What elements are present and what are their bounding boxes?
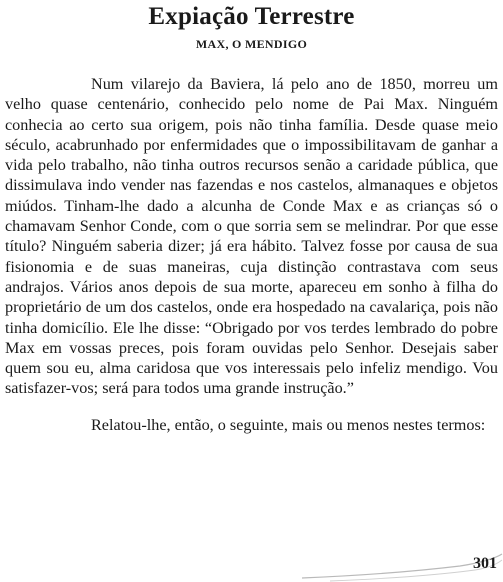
paragraph-2: Relatou-lhe, então, o seguinte, mais ou menos nestes termos: (91, 415, 486, 434)
chapter-title: Expiação Terrestre (148, 3, 355, 30)
body-text (5, 74, 498, 435)
paragraph-1: Num vilarejo da Baviera, lá pelo ano de 1850, morreu um velho quase centenário, conhecido pelo nome de Pai Max. Ninguém conhecia ao certo sua origem, pois não tinha família. Desde quase meio século, acabrunhado por enfermidades que o impossibilitavam de ganhar a vida pelo trabalho, não tinha outros recursos senão a caridade pública, que dissimulava indo vender nas fazendas e nos castelos, almanaques e objetos miúdos. Tinham-lhe dado a alcunha de Conde Max e as crianças só o chamavam Senhor Conde, com o que sorria sem se melindrar. Por que esse título? Ninguém saberia dizer; já era hábito. Talvez fosse por causa de sua fisionomia e de suas maneiras, cuja distinção contrastava com seus andrajos. Vários anos depois de sua morte, apareceu em sonho à filha do proprietário de um dos castelos, onde era hospedado na cavalariça, pois não tinha domicílio. Ele lhe disse: “Obrigado por vos terdes lembrado do pobre Max em vossas preces, pois foram ouvidas pelo Senhor. Desejais saber quem sou eu, alma caridosa que vos interessais pelo infeliz mendigo. Vou satisfazer-vos; será para todos uma grande instrução.” (5, 75, 498, 398)
page-number: 301 (473, 555, 497, 572)
chapter-subtitle: MAX, O MENDIGO (195, 37, 308, 51)
